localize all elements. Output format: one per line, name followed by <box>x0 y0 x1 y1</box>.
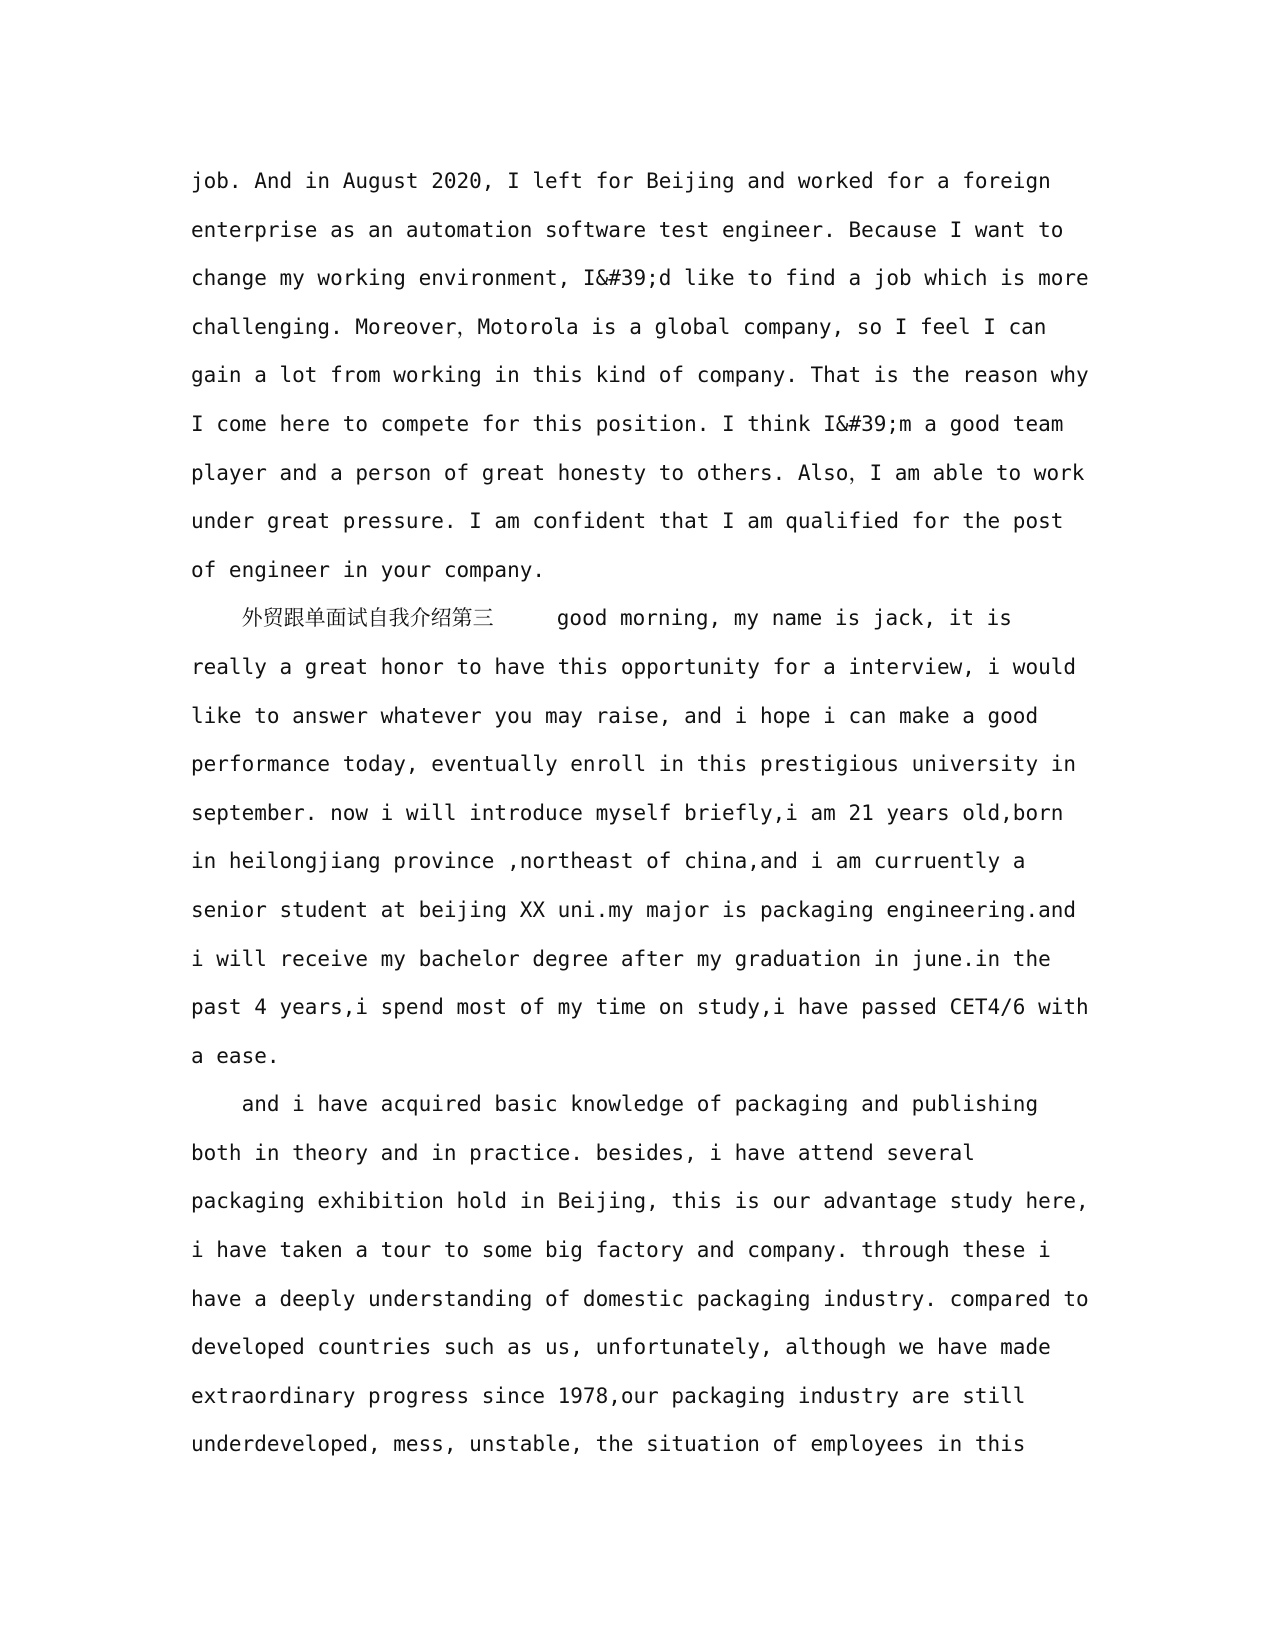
text-line: have a deeply understanding of domestic packaging industry. compared to <box>191 1286 1089 1311</box>
text-line: challenging. Moreover，Motorola is a global company, so I feel I can <box>191 314 1047 339</box>
text-line: developed countries such as us, unfortunately, although we have made <box>191 1335 1051 1360</box>
body-text <box>191 157 1091 1469</box>
text-line: i have taken a tour to some big factory and company. through these i <box>191 1238 1051 1263</box>
text-line: september. now i will introduce myself briefly,i am 21 years old,born <box>191 800 1064 825</box>
text-line: player and a person of great honesty to others. Also，I am able to work <box>191 460 1085 485</box>
text-line: job. And in August 2020, I left for Beijing and worked for a foreign <box>191 169 1051 193</box>
text-line: performance today, eventually enroll in this prestigious university in <box>191 752 1077 777</box>
text-line: of engineer in your company. <box>191 557 546 582</box>
text-line: and i have acquired basic knowledge of packaging and publishing <box>191 1092 1039 1117</box>
text-line: like to answer whatever you may raise, and i hope i can make a good <box>191 703 1039 728</box>
text-line: i will receive my bachelor degree after my graduation in june.in the <box>191 946 1051 971</box>
text-line: change my working environment, I&#39;d like to find a job which is more <box>191 266 1089 291</box>
text-line: 外贸跟单面试自我介绍第三 good morning, my name is jack, it is <box>191 606 1012 631</box>
text-line: gain a lot from working in this kind of company. That is the reason why <box>191 363 1089 388</box>
text-line: under great pressure. I am confident that I am qualified for the post <box>191 509 1064 534</box>
text-line: a ease. <box>191 1043 280 1068</box>
text-line: underdeveloped, mess, unstable, the situation of employees in this <box>191 1432 1026 1457</box>
text-line: both in theory and in practice. besides, i have attend several <box>191 1140 975 1165</box>
text-line: really a great honor to have this opportunity for a interview, i would <box>191 654 1077 679</box>
text-line: extraordinary progress since 1978,our packaging industry are still <box>191 1383 1026 1408</box>
text-line: senior student at beijing XX uni.my major is packaging engineering.and <box>191 897 1077 922</box>
text-line: past 4 years,i spend most of my time on study,i have passed CET4/6 with <box>191 995 1089 1020</box>
text-line: packaging exhibition hold in Beijing, this is our advantage study here, <box>191 1189 1089 1214</box>
text-line: in heilongjiang province ,northeast of china,and i am curruently a <box>191 849 1026 874</box>
text-line: enterprise as an automation software test engineer. Because I want to <box>191 217 1064 242</box>
text-line: I come here to compete for this position. I think I&#39;m a good team <box>191 411 1064 436</box>
